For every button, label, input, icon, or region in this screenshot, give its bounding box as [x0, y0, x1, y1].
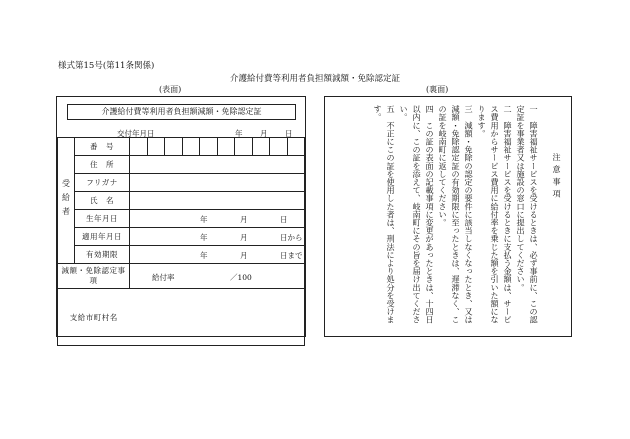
- table-row: [58, 156, 305, 174]
- issue-year: 年: [235, 129, 243, 138]
- table-row: [58, 138, 305, 156]
- issue-month: 月: [260, 129, 268, 138]
- furigana-label: フリガナ: [75, 174, 130, 192]
- number-cells: [130, 138, 305, 156]
- note-item: 三 減額・免除の認定の要件に該当しなくなったとき、又は減額・免除認定証の有効期限に至ったときは、遅滞なく、この証を岐南町に返してください。: [438, 105, 474, 324]
- recipient-side-label: 受給者: [58, 138, 75, 264]
- issue-day: 日: [285, 129, 293, 138]
- furigana-value: [130, 174, 305, 192]
- reduction-value: [130, 264, 305, 289]
- certificate-title-box: 介護給付費等利用者負担額減額・免除認定証: [67, 104, 296, 120]
- notes-text: [371, 105, 563, 331]
- note-item: 五 不正にこの証を使用した者は、刑法により処分を受けます。: [373, 105, 396, 324]
- notes-heading: 注意事項: [552, 153, 562, 202]
- number-label: 番 号: [75, 138, 130, 156]
- name-value: [130, 192, 305, 210]
- municipality-label: 支給市町村名: [58, 289, 130, 346]
- birth-date-label: 生年月日: [75, 210, 130, 228]
- address-label: 住 所: [75, 156, 130, 174]
- certificate-table: [57, 137, 305, 346]
- applicable-date-value: 年 月 日から: [130, 228, 305, 246]
- table-row: [58, 264, 305, 289]
- table-row: [58, 228, 305, 246]
- document-title: 介護給付費等利用者負担額減額・免除認定証: [229, 74, 400, 84]
- note-item: 二 障害福祉サービスを受けるときに支払う金額は、サービス費用からサービス費用に給付率を乗じた額を引いた額になります。: [477, 105, 513, 324]
- table-row: [58, 192, 305, 210]
- table-row: [58, 210, 305, 228]
- table-row: [58, 289, 305, 346]
- benefit-rate-label: 給付率: [152, 273, 175, 282]
- birth-date-value: 年 月 日: [130, 210, 305, 228]
- valid-period-value: 年 月 日まで: [130, 246, 305, 264]
- note-item: 一 障害福祉サービスを受けるときは、必ず事前に、この認定証を事業者又は施設の窓口に提出してください。: [516, 105, 539, 324]
- valid-period-label: 有効期限: [75, 246, 130, 264]
- front-side-label: (表面): [159, 85, 182, 94]
- reduction-label: 減額・免除認定事項: [58, 264, 130, 289]
- note-item: 四 この証の表面の記載事項に変更があったときは、十四日以内に、この証を添えて、岐南町にその旨を届け出てください。: [399, 105, 435, 324]
- certificate-back: [324, 96, 572, 337]
- table-row: [58, 246, 305, 264]
- issue-date-label: 交付年月日: [117, 129, 155, 138]
- address-value: [130, 156, 305, 174]
- table-row: [58, 174, 305, 192]
- applicable-date-label: 適用年月日: [75, 228, 130, 246]
- benefit-rate-value: ／100: [230, 273, 252, 282]
- form-number: 様式第15号(第11条関係): [58, 61, 155, 71]
- back-side-label: (裏面): [426, 85, 449, 94]
- certificate-front: [56, 96, 306, 337]
- name-label: 氏 名: [75, 192, 130, 210]
- municipality-value: [130, 289, 305, 346]
